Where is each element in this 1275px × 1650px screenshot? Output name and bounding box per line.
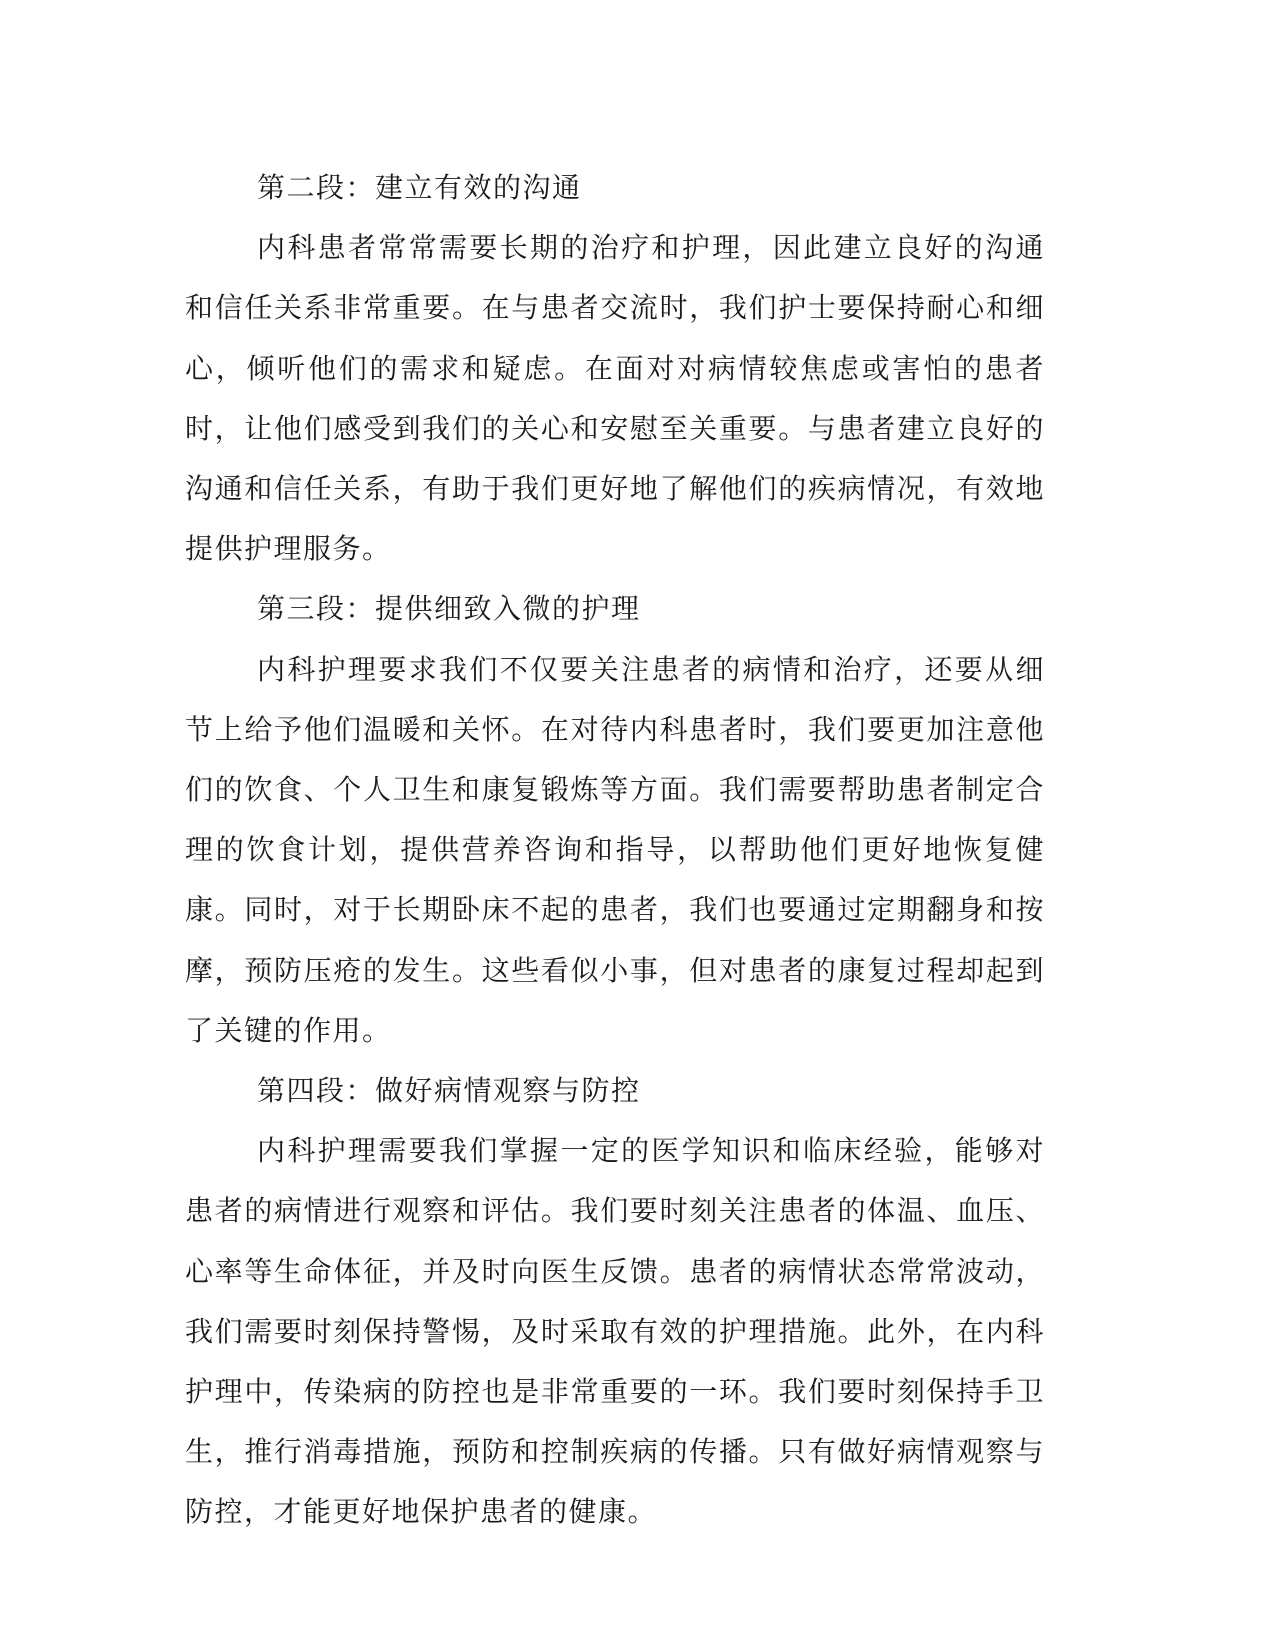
section-heading-2: 第二段：建立有效的沟通 bbox=[257, 171, 582, 204]
section-paragraph-2: 内科患者常常需要长期的治疗和护理，因此建立良好的沟通和信任关系非常重要。在与患者交流时，我们护士要保持耐心和细心，倾听他们的需求和疑虑。在面对对病情较焦虑或害怕的患者时，让他们感受到我们的关心和安慰至关重要。与患者建立良好的沟通和信任关系，有助于我们更好地了解他们的疾病情况，有效地提供护理服务。 bbox=[185, 231, 1045, 566]
section-paragraph-4: 内科护理需要我们掌握一定的医学知识和临床经验，能够对患者的病情进行观察和评估。我们要时刻关注患者的体温、血压、心率等生命体征，并及时向医生反馈。患者的病情状态常常波动，我们需要时刻保持警惕，及时采取有效的护理措施。此外，在内科护理中，传染病的防控也是非常重要的一环。我们要时刻保持手卫生，推行消毒措施，预防和控制疾病的传播。只有做好病情观察与防控，才能更好地保护患者的健康。 bbox=[185, 1134, 1045, 1529]
section-heading-3: 第三段：提供细致入微的护理 bbox=[257, 592, 641, 626]
section-paragraph-3: 内科护理要求我们不仅要关注患者的病情和治疗，还要从细节上给予他们温暖和关怀。在对待内科患者时，我们要更加注意他们的饮食、个人卫生和康复锻炼等方面。我们需要帮助患者制定合理的饮食计划，提供营养咨询和指导，以帮助他们更好地恢复健康。同时，对于长期卧床不起的患者，我们也要通过定期翻身和按摩，预防压疮的发生。这些看似小事，但对患者的康复过程却起到了关键的作用。 bbox=[185, 652, 1045, 1047]
document-body bbox=[185, 158, 1045, 1543]
section-heading-4: 第四段：做好病情观察与防控 bbox=[257, 1074, 641, 1108]
